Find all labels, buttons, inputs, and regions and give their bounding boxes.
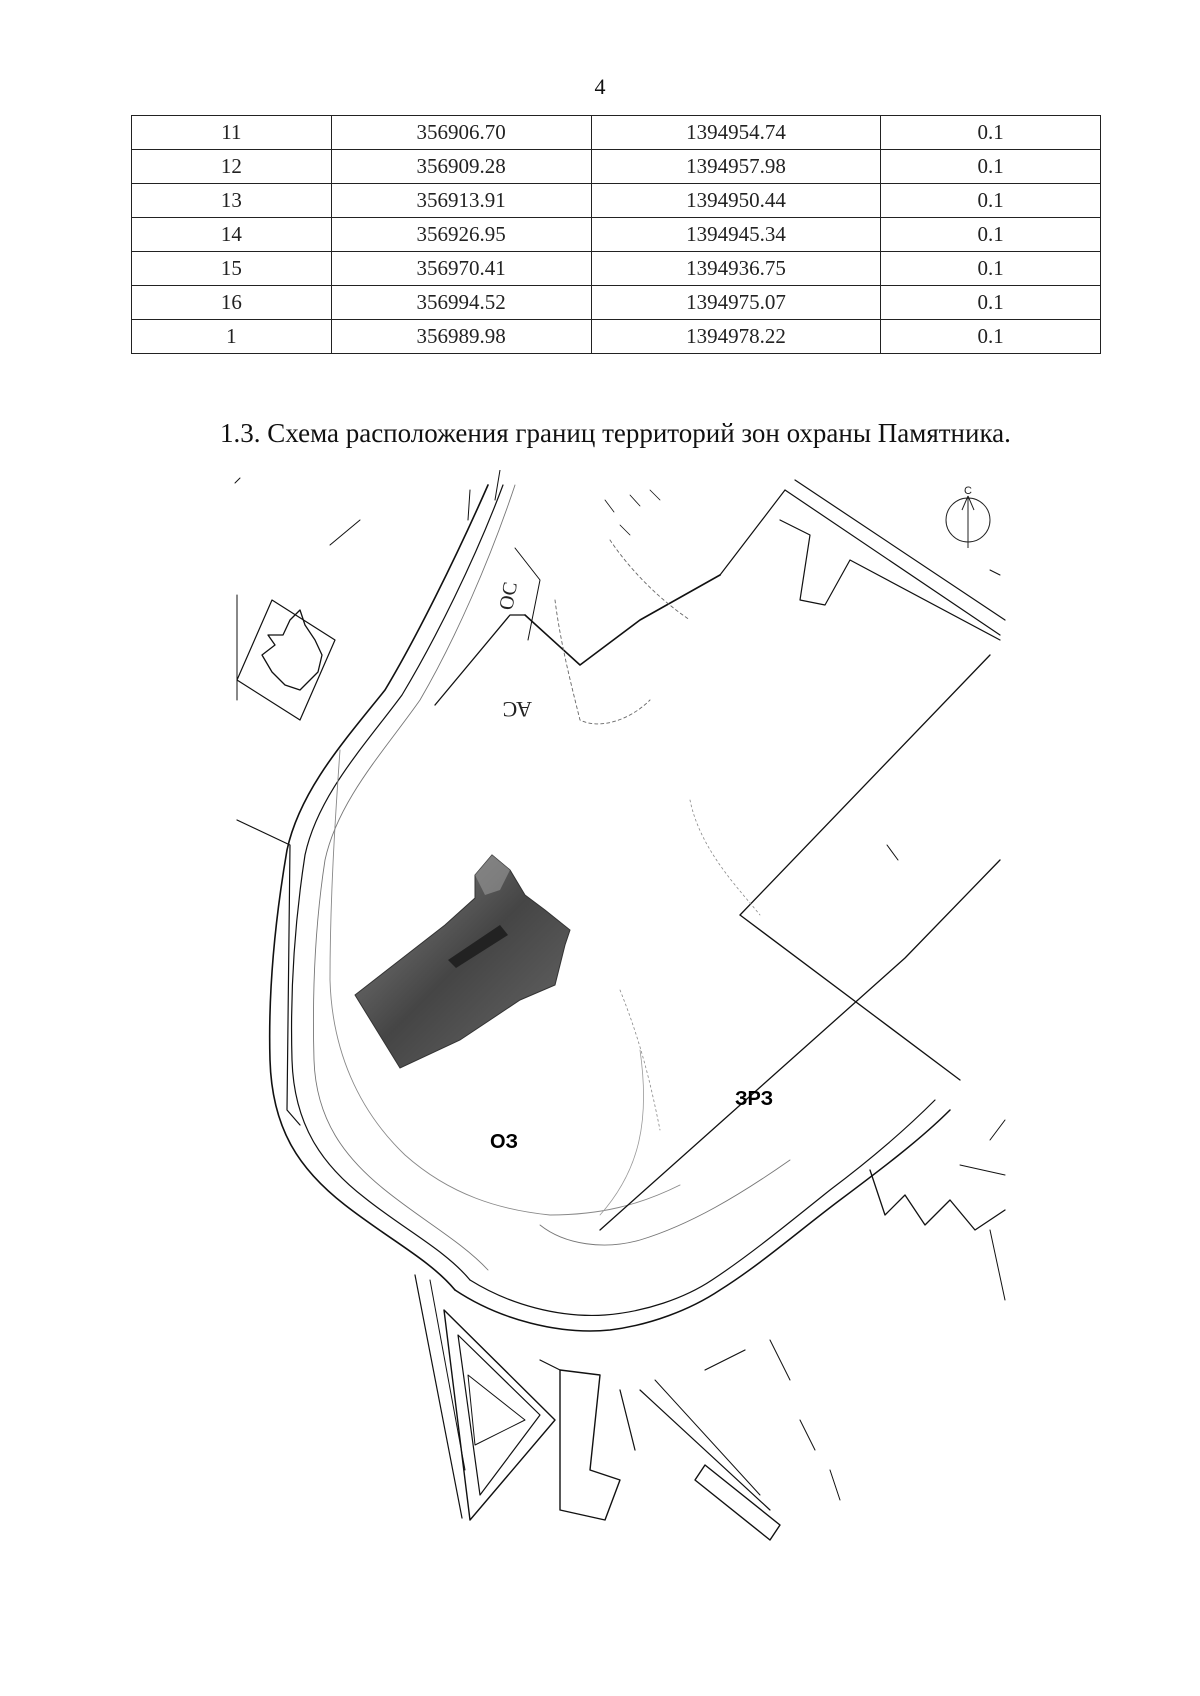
north-label: С — [964, 485, 972, 497]
accuracy: 0.1 — [881, 116, 1101, 150]
coordinate-y: 1394975.07 — [591, 286, 881, 320]
coordinate-y: 1394957.98 — [591, 150, 881, 184]
table-row — [132, 184, 1101, 218]
table-row — [132, 116, 1101, 150]
map-linework — [235, 470, 1005, 1540]
feature-label-os: ОС — [495, 580, 522, 612]
coordinate-y: 1394954.74 — [591, 116, 881, 150]
protection-zones-map — [225, 470, 1015, 1560]
point-number: 12 — [132, 150, 332, 184]
coordinate-x: 356909.28 — [331, 150, 591, 184]
table-row — [132, 252, 1101, 286]
point-number: 15 — [132, 252, 332, 286]
page-number: 4 — [594, 74, 606, 99]
coordinate-y: 1394950.44 — [591, 184, 881, 218]
coordinate-y: 1394978.22 — [591, 320, 881, 354]
coordinate-x: 356970.41 — [331, 252, 591, 286]
table-row — [132, 320, 1101, 354]
monument-area — [355, 855, 570, 1068]
table-row — [132, 218, 1101, 252]
point-number: 14 — [132, 218, 332, 252]
north-arrow-icon — [946, 496, 990, 548]
zone-label-zrz: ЗРЗ — [735, 1088, 774, 1110]
coordinate-y: 1394945.34 — [591, 218, 881, 252]
point-number: 13 — [132, 184, 332, 218]
table-row — [132, 150, 1101, 184]
point-number: 1 — [132, 320, 332, 354]
accuracy: 0.1 — [881, 320, 1101, 354]
coordinate-y: 1394936.75 — [591, 252, 881, 286]
accuracy: 0.1 — [881, 286, 1101, 320]
coordinate-x: 356926.95 — [331, 218, 591, 252]
point-number: 16 — [132, 286, 332, 320]
coordinate-x: 356906.70 — [331, 116, 591, 150]
table-row — [132, 286, 1101, 320]
point-number: 11 — [132, 116, 332, 150]
accuracy: 0.1 — [881, 218, 1101, 252]
zone-label-oz: ОЗ — [490, 1131, 519, 1153]
coordinate-x: 356989.98 — [331, 320, 591, 354]
accuracy: 0.1 — [881, 150, 1101, 184]
section-heading: 1.3. Схема расположения границ территорий зон охраны Памятника. — [220, 418, 1011, 448]
accuracy: 0.1 — [881, 252, 1101, 286]
feature-label-as: АС — [502, 697, 532, 722]
coordinate-x: 356913.91 — [331, 184, 591, 218]
coordinates-table — [131, 115, 1101, 354]
accuracy: 0.1 — [881, 184, 1101, 218]
coordinate-x: 356994.52 — [331, 286, 591, 320]
